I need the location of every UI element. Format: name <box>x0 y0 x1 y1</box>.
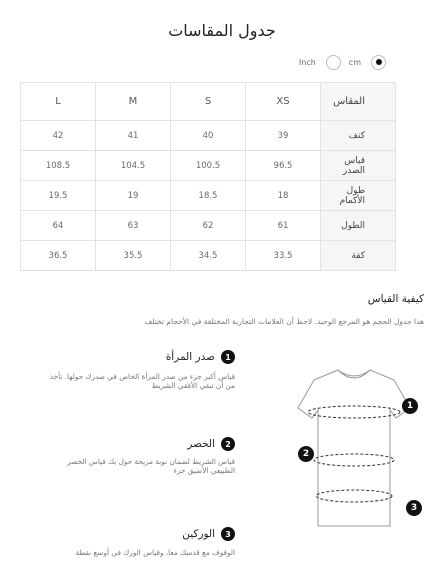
table-cell: 64 <box>21 211 96 241</box>
table-cell: 33.5 <box>246 241 321 271</box>
measurement-chest-description <box>30 372 235 390</box>
measurement-chest-heading <box>166 350 235 364</box>
table-row <box>21 241 396 271</box>
table-cell: 34.5 <box>171 241 246 271</box>
size-reference-note: هذا جدول الحجم هو المرجع الوحيد. لاحظ أن العلامات التجارية المختلفة في الأحجام تختلف <box>144 317 424 326</box>
measurement-hips-description <box>30 548 235 557</box>
table-cell: 96.5 <box>246 151 321 181</box>
table-cell: 108.5 <box>21 151 96 181</box>
header-size-s: S <box>171 83 246 121</box>
row-label: قياس الصدر <box>321 151 396 181</box>
diagram-badge-2: 2 <box>298 446 314 462</box>
table-cell: 100.5 <box>171 151 246 181</box>
table-cell: 41 <box>96 121 171 151</box>
unit-option-inch[interactable] <box>299 55 341 70</box>
radio-cm[interactable] <box>371 55 386 70</box>
table-row <box>21 211 396 241</box>
description-line: من أن تبقي الأفقي الشريط <box>151 381 235 390</box>
page-title: جدول المقاسات <box>168 21 276 40</box>
measurement-waist-heading <box>187 437 235 451</box>
description-line: الطبيعي الأضيق جزء <box>173 466 235 475</box>
how-to-measure-title: كيفية القياس <box>367 293 424 305</box>
measurement-title: صدر المرأة <box>165 351 215 363</box>
table-cell: 35.5 <box>96 241 171 271</box>
number-badge-3: 3 <box>221 527 235 541</box>
table-cell: 61 <box>246 211 321 241</box>
table-header-row <box>21 83 396 121</box>
table-cell: 40 <box>171 121 246 151</box>
measurement-waist-description <box>30 457 235 475</box>
row-label: كتف <box>321 121 396 151</box>
size-chart-table <box>20 82 396 271</box>
number-badge-2: 2 <box>221 437 235 451</box>
header-size-l: L <box>21 83 96 121</box>
table-cell: 19.5 <box>21 181 96 211</box>
number-badge-1: 1 <box>221 350 235 364</box>
row-label: طول الأكمام <box>321 181 396 211</box>
table-cell: 39 <box>246 121 321 151</box>
row-label: كفة <box>321 241 396 271</box>
table-cell: 18.5 <box>171 181 246 211</box>
table-cell: 104.5 <box>96 151 171 181</box>
description-line: الوقوف مع قدميك معا، وقياس الورك في أوسع نقطة <box>75 548 235 557</box>
measurement-title: الوركين <box>182 528 215 540</box>
tshirt-diagram <box>294 360 418 540</box>
unit-label-cm: cm <box>348 57 361 67</box>
table-cell: 19 <box>96 181 171 211</box>
table-cell: 36.5 <box>21 241 96 271</box>
diagram-badge-3: 3 <box>406 500 422 516</box>
diagram-badge-1: 1 <box>402 398 418 414</box>
unit-label-inch: Inch <box>298 57 316 67</box>
unit-selector <box>299 54 386 70</box>
table-cell: 42 <box>21 121 96 151</box>
measurement-title: الخصر <box>187 438 215 450</box>
description-line: قياس الشريط لضمان نوبة مريحة حول بك قياس الخصر <box>67 457 235 466</box>
header-size-label: المقاس <box>321 83 396 121</box>
table-cell: 62 <box>171 211 246 241</box>
table-row <box>21 151 396 181</box>
row-label: الطول <box>321 211 396 241</box>
radio-inch[interactable] <box>326 55 341 70</box>
measurement-hips-heading <box>182 527 235 541</box>
description-line: قياس أكبر جزء من صدر المرأة الخاص في صدرك حولها. تأخذ <box>49 372 235 381</box>
table-row <box>21 121 396 151</box>
table-row <box>21 181 396 211</box>
header-size-m: M <box>96 83 171 121</box>
unit-option-cm[interactable] <box>349 55 386 70</box>
table-cell: 18 <box>246 181 321 211</box>
table-cell: 63 <box>96 211 171 241</box>
header-size-xs: XS <box>246 83 321 121</box>
